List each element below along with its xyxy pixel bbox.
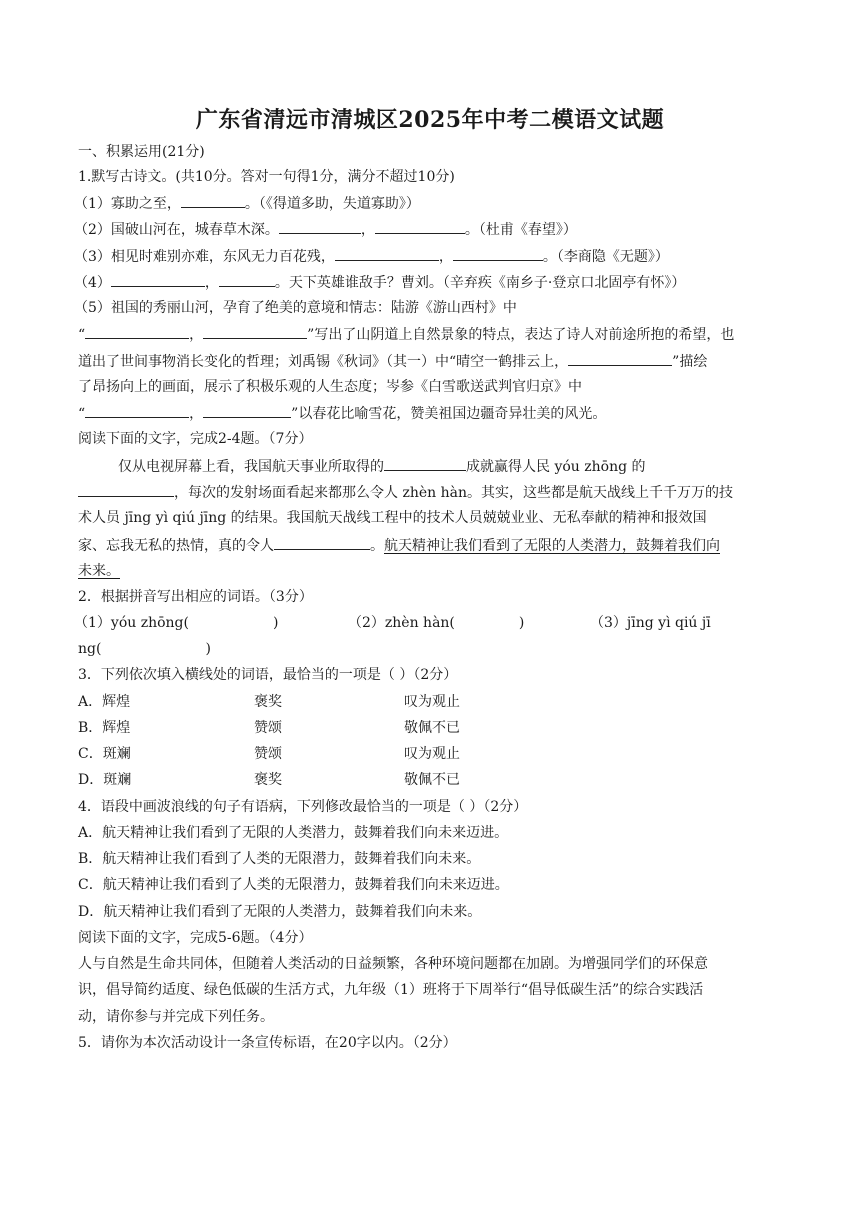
q1-item-3: （3）相见时难别亦难，东风无力百花残， ， 。（李商隐《无题》）	[74, 246, 669, 267]
passage-2-line-2: 识，倡导简约适度、绿色低碳的生活方式，九年级（1）班将于下周举行“倡导低碳生活”的综合实践活	[78, 982, 704, 998]
question-5-heading: 5．请你为本次活动设计一条宣传标语，在20字以内。（2分）	[78, 1035, 457, 1051]
passage-1-line-5: 未来。	[78, 563, 120, 579]
q1-item-5-line-4: 了昂扬向上的画面，展示了积极乐观的人生态度；岑参《白雪歌送武判官归京》中	[78, 379, 582, 395]
answer-blank[interactable]	[78, 482, 174, 497]
q3-option-b-word-2: 赞颂	[254, 720, 282, 736]
answer-blank[interactable]	[181, 193, 245, 208]
question-3-heading: 3．下列依次填入横线处的词语，最恰当的一项是（ ）（2分）	[78, 667, 458, 683]
answer-blank[interactable]	[279, 219, 361, 234]
q4-option-a[interactable]: A．航天精神让我们看到了无限的人类潜力，鼓舞着我们向未来迈进。	[78, 825, 509, 841]
passage-2-line-3: 动，请你参与并完成下列任务。	[78, 1009, 274, 1025]
q3-option-a-word-2: 褒奖	[254, 694, 282, 710]
q1-item-1: （1）寡助之至， 。（《得道多助，失道寡助》）	[74, 193, 420, 214]
answer-blank[interactable]	[203, 403, 291, 418]
q1-item-5-line-2: “ ， ”写出了山阴道上自然景象的特点，表达了诗人对前途所抱的希望，也	[78, 324, 734, 345]
exam-title: 广东省清远市清城区2025年中考二模语文试题	[195, 107, 665, 133]
reading-instruction-2: 阅读下面的文字，完成5-6题。（4分）	[78, 930, 313, 946]
q1-item-5: （5）祖国的秀丽山河，孕育了绝美的意境和情志：陆游《游山西村》中	[74, 300, 517, 316]
question-1-heading: 1.默写古诗文。(共10分。答对一句得1分，满分不超过10分)	[78, 169, 455, 185]
answer-blank[interactable]	[85, 324, 189, 339]
answer-blank[interactable]	[219, 272, 275, 287]
passage-1-line-2: ，每次的发射场面看起来都那么令人 zhèn hàn。其实，这些都是航天战线上千千万万的技	[78, 482, 733, 503]
answer-blank[interactable]	[568, 351, 672, 366]
section-heading: 一、积累运用(21分)	[78, 144, 205, 160]
q1-item-2: （2）国破山河在，城春草木深。 ， 。（杜甫《春望》）	[74, 219, 577, 240]
q2-item-3: （3）jīng yì qiú jī	[590, 615, 711, 631]
answer-blank[interactable]	[111, 272, 205, 287]
q1-item-5-line-5: “ ， ”以春花比喻雪花，赞美祖国边疆奇异壮美的风光。	[78, 403, 606, 424]
q4-option-d[interactable]: D．航天精神让我们看到了无限的人类潜力，鼓舞着我们向未来。	[78, 904, 482, 920]
q2-item-1: （1）yóu zhōng( )	[74, 615, 279, 631]
q4-option-c[interactable]: C．航天精神让我们看到了人类的无限潜力，鼓舞着我们向未来迈进。	[78, 877, 509, 893]
answer-blank[interactable]	[274, 535, 370, 550]
q3-option-a[interactable]: A．辉煌	[78, 694, 131, 710]
q1-item-5-line-3: 道出了世间事物消长变化的哲理；刘禹锡《秋词》（其一）中“晴空一鹤排云上， ”描绘	[78, 351, 707, 372]
q3-option-c-word-2: 赞颂	[254, 746, 282, 762]
answer-blank[interactable]	[453, 246, 543, 261]
wavy-underlined-sentence: 航天精神让我们看到了无限的人类潜力，鼓舞着我们向	[384, 538, 720, 554]
q2-item-2: （2）zhèn hàn( )	[348, 615, 525, 631]
passage-1-line-1: 仅从电视屏幕上看，我国航天事业所取得的 成就赢得人民 yóu zhōng 的	[118, 456, 646, 477]
answer-blank[interactable]	[384, 456, 466, 471]
passage-1-line-4: 家、忘我无私的热情，真的令人 。航天精神让我们看到了无限的人类潜力，鼓舞着我们向	[78, 535, 720, 556]
q2-item-3-cont: ng( )	[78, 641, 211, 657]
q4-option-b[interactable]: B．航天精神让我们看到了人类的无限潜力，鼓舞着我们向未来。	[78, 851, 481, 867]
answer-blank[interactable]	[203, 324, 307, 339]
question-2-heading: 2．根据拼音写出相应的词语。（3分）	[78, 589, 313, 605]
q3-option-d-word-3: 敬佩不已	[404, 772, 460, 788]
q3-option-c-word-3: 叹为观止	[404, 746, 460, 762]
q3-option-a-word-3: 叹为观止	[404, 694, 460, 710]
answer-blank[interactable]	[85, 403, 189, 418]
question-4-heading: 4．语段中画波浪线的句子有语病，下列修改最恰当的一项是（ ）（2分）	[78, 799, 528, 815]
q3-option-b-word-3: 敬佩不已	[404, 720, 460, 736]
passage-1-line-3: 术人员 jīng yì qiú jīng 的结果。我国航天战线工程中的技术人员兢兢业业、无私奉献的精神和报效国	[78, 510, 707, 526]
q3-option-d-word-2: 褒奖	[254, 772, 282, 788]
answer-blank[interactable]	[375, 219, 465, 234]
reading-instruction-1: 阅读下面的文字，完成2-4题。（7分）	[78, 431, 313, 447]
q1-item-4: （4） ， 。天下英雄谁敌手？曹刘。（辛弃疾《南乡子·登京口北固亭有怀》）	[74, 272, 685, 293]
q3-option-b[interactable]: B．辉煌	[78, 720, 131, 736]
answer-blank[interactable]	[335, 246, 439, 261]
q3-option-d[interactable]: D．斑斓	[78, 772, 132, 788]
q3-option-c[interactable]: C．斑斓	[78, 746, 131, 762]
passage-2-line-1: 人与自然是生命共同体，但随着人类活动的日益频繁，各种环境问题都在加剧。为增强同学们的环保意	[78, 956, 708, 972]
